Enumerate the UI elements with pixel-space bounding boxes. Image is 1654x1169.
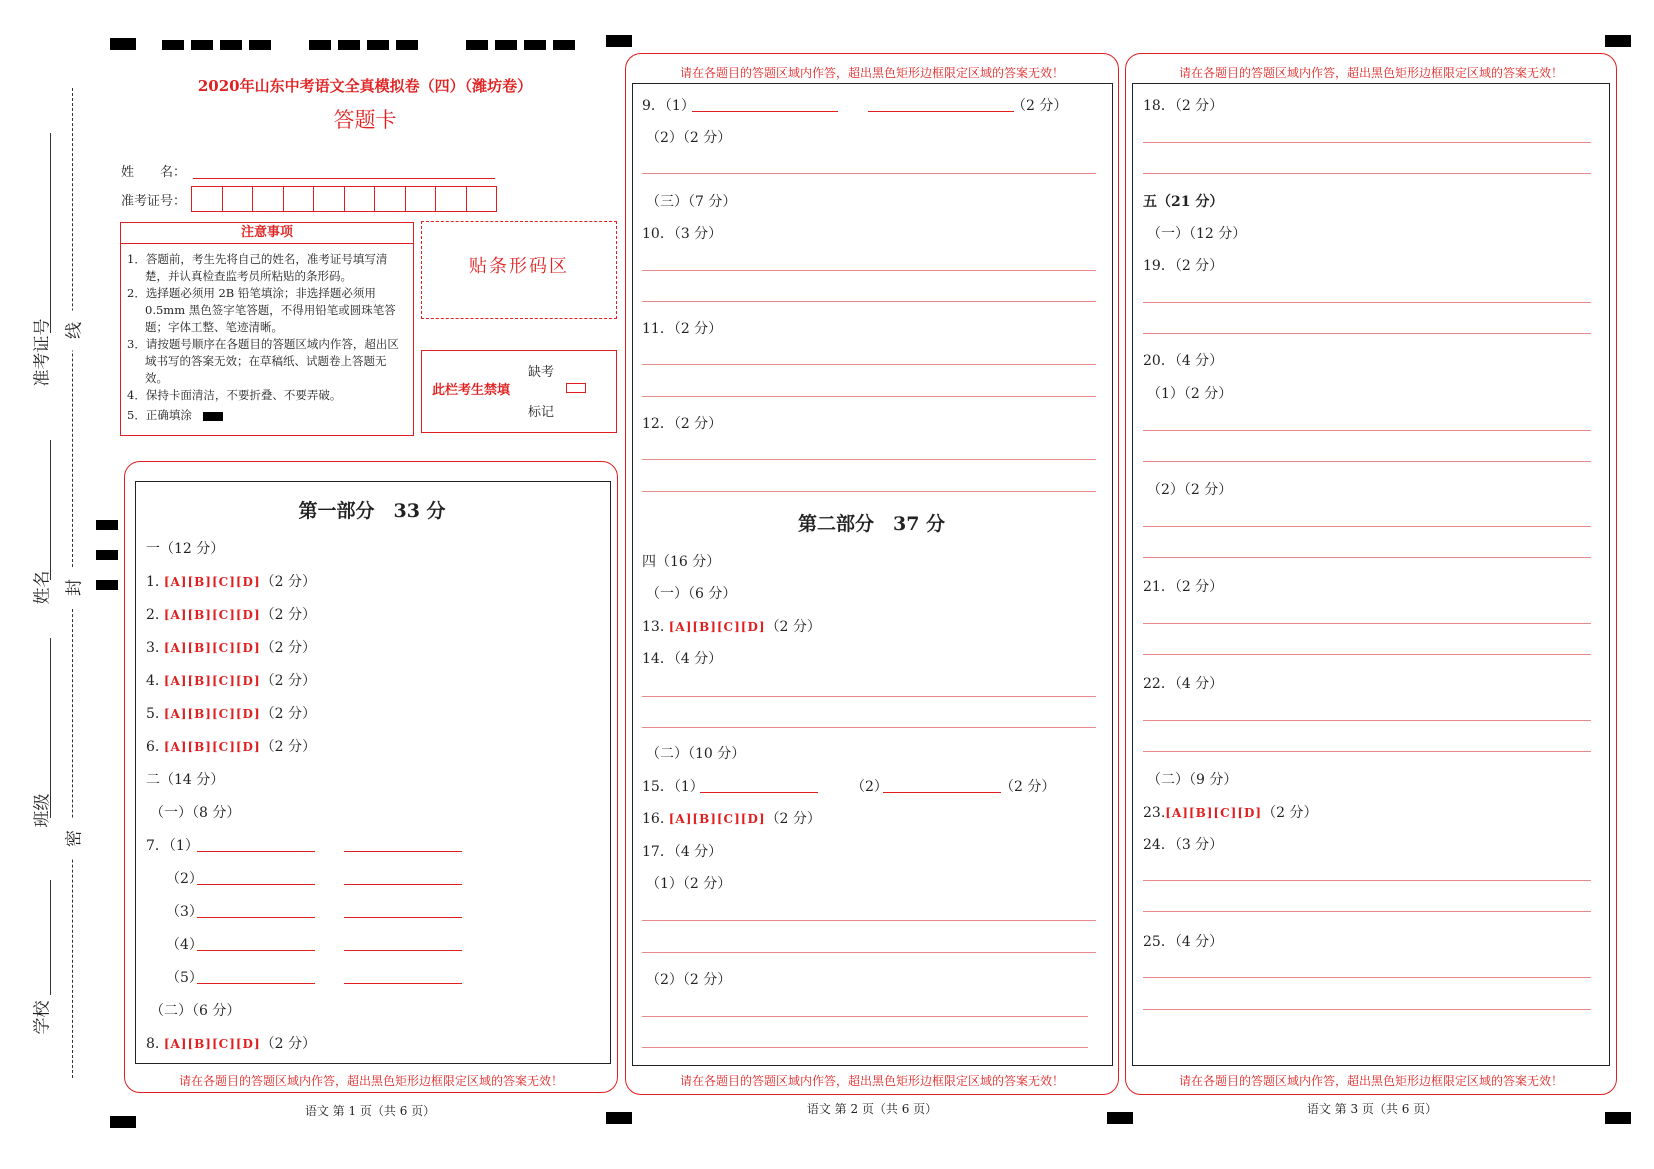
- mc-options: [A][B][C][D]: [163, 707, 261, 721]
- page3-warning-top: 请在各题目的答题区域内作答，超出黑色矩形边框限定区域的答案无效！: [1178, 66, 1563, 80]
- binding-school-label: 学校: [32, 1000, 53, 1035]
- answer-line[interactable]: [642, 301, 1096, 302]
- page3-subsection-1-heading: （一）（12 分）: [1147, 226, 1247, 242]
- notice-item: 1．答题前，考生先将自己的姓名，准考证号填写清楚，并认真检查监考员所粘贴的条形码。: [127, 252, 388, 283]
- answer-line[interactable]: [642, 952, 1096, 953]
- answer-line[interactable]: [1143, 173, 1591, 174]
- exam-title: 2020年山东中考语文全真模拟卷（四）（潍坊卷）: [197, 77, 533, 95]
- notice-box: [120, 222, 414, 436]
- mc-question-5[interactable]: 5. [A][B][C][D]（2 分）: [146, 706, 317, 722]
- q19-label: 19．（2 分）: [1143, 258, 1224, 274]
- name-field[interactable]: [193, 178, 495, 179]
- q9-part2-label: （2）（2 分）: [646, 130, 732, 146]
- answer-line[interactable]: [1143, 333, 1591, 334]
- mc-question-13[interactable]: 13. [A][B][C][D]（2 分）: [642, 619, 821, 635]
- q17-part2-label: （2）（2 分）: [646, 972, 732, 988]
- mc-options: [A][B][C][D]: [1165, 806, 1263, 820]
- answer-line[interactable]: [1143, 526, 1591, 527]
- mc-options: [A][B][C][D]: [163, 674, 261, 688]
- notice-item: 3．请按题号顺序在各题目的答题区域内作答，超出区域书写的答案无效；在草稿纸、试题卷上答题无效。: [127, 337, 399, 385]
- answer-line[interactable]: [642, 1016, 1088, 1017]
- q17-label: 17．（4 分）: [642, 844, 723, 860]
- answer-sheet-title: 答题卡: [333, 108, 397, 132]
- answer-line[interactable]: [642, 270, 1096, 271]
- q17-part1-label: （1）（2 分）: [646, 876, 732, 892]
- absent-mark-bottom: 标记: [528, 405, 555, 420]
- binding-class-label: 班级: [32, 793, 53, 828]
- mc-options: [A][B][C][D]: [668, 812, 766, 826]
- answer-line[interactable]: [642, 364, 1096, 365]
- mc-question-8[interactable]: 8. [A][B][C][D]（2 分）: [146, 1036, 317, 1052]
- answer-line[interactable]: [642, 396, 1096, 397]
- section5-heading: 五（21 分）: [1143, 194, 1224, 210]
- answer-line[interactable]: [1143, 751, 1591, 752]
- answer-line[interactable]: [1143, 720, 1591, 721]
- q21-label: 21．（2 分）: [1143, 579, 1224, 595]
- answer-line[interactable]: [1143, 623, 1591, 624]
- q7-part5-label: （5）: [166, 970, 203, 986]
- mc-options: [A][B][C][D]: [163, 1037, 261, 1051]
- answer-line[interactable]: [642, 173, 1096, 174]
- part2-title: 第二部分 37 分: [797, 513, 946, 535]
- answer-line[interactable]: [1143, 654, 1591, 655]
- q15-answer-line-1[interactable]: [700, 792, 818, 793]
- mc-question-16[interactable]: 16. [A][B][C][D]（2 分）: [642, 811, 821, 827]
- notice-item: 2．选择题必须用 2B 铅笔填涂；非选择题必须用 0.5mm 黑色签字笔答题，不得用铅笔或圆珠笔答题；字体工整、笔迹清晰。: [127, 286, 396, 334]
- answer-line[interactable]: [642, 920, 1096, 921]
- binding-line-label: 线: [60, 311, 85, 351]
- answer-line[interactable]: [1143, 142, 1591, 143]
- page2-subsection-1-heading: （一）（6 分）: [646, 586, 737, 602]
- q9-answer-line-2[interactable]: [868, 111, 1014, 112]
- q15-answer-line-2[interactable]: [883, 792, 1001, 793]
- mc-question-23[interactable]: 23.[A][B][C][D]（2 分）: [1143, 805, 1318, 821]
- barcode-area: [421, 221, 617, 319]
- answer-line[interactable]: [1143, 430, 1591, 431]
- mc-question-6[interactable]: 6. [A][B][C][D]（2 分）: [146, 739, 317, 755]
- barcode-label: 贴条形码区: [469, 256, 569, 277]
- q14-label: 14．（4 分）: [642, 651, 723, 667]
- mc-options: [A][B][C][D]: [668, 620, 766, 634]
- subsection-2-heading: （二）（6 分）: [150, 1003, 241, 1019]
- mc-options: [A][B][C][D]: [163, 575, 261, 589]
- q25-label: 25．（4 分）: [1143, 934, 1224, 950]
- page1-footer: 语文 第 1 页（共 6 页）: [304, 1104, 436, 1118]
- absent-box: [421, 350, 617, 433]
- subsection-1-heading: （一）（8 分）: [150, 805, 241, 821]
- answer-line[interactable]: [642, 696, 1096, 697]
- answer-line[interactable]: [1143, 557, 1591, 558]
- q15-part2-label: （2）: [851, 779, 888, 795]
- mc-question-1[interactable]: 1. [A][B][C][D]（2 分）: [146, 574, 317, 590]
- mc-question-2[interactable]: 2. [A][B][C][D]（2 分）: [146, 607, 317, 623]
- binding-seal-label: 封: [60, 568, 85, 608]
- mc-options: [A][B][C][D]: [163, 608, 261, 622]
- section1-heading: 一（12 分）: [146, 541, 225, 557]
- page3-footer: 语文 第 3 页（共 6 页）: [1306, 1102, 1438, 1116]
- mc-options: [A][B][C][D]: [163, 641, 261, 655]
- absent-mark-checkbox[interactable]: [566, 383, 586, 393]
- q20-label: 20．（4 分）: [1143, 353, 1224, 369]
- notice-item: 5．正确填涂: [127, 407, 405, 424]
- answer-line[interactable]: [642, 491, 1096, 492]
- q18-label: 18．（2 分）: [1143, 98, 1224, 114]
- notice-list: [127, 251, 405, 424]
- answer-line[interactable]: [1143, 1009, 1591, 1010]
- q10-label: 10．（3 分）: [642, 226, 723, 242]
- page1-warning: 请在各题目的答题区域内作答，超出黑色矩形边框限定区域的答案无效！: [178, 1074, 563, 1088]
- part1-title: 第一部分 33 分: [298, 500, 446, 522]
- q11-label: 11．（2 分）: [642, 321, 723, 337]
- q7-part3-label: （3）: [166, 904, 203, 920]
- filled-sample-mark: [203, 412, 223, 421]
- q22-label: 22．（4 分）: [1143, 676, 1224, 692]
- answer-line[interactable]: [1143, 911, 1591, 912]
- answer-line[interactable]: [1143, 880, 1591, 881]
- q9-label: 9．（1）: [642, 98, 695, 114]
- absent-label: 此栏考生禁填: [432, 383, 511, 398]
- section2-heading: 二（14 分）: [146, 772, 225, 788]
- mc-question-4[interactable]: 4. [A][B][C][D]（2 分）: [146, 673, 317, 689]
- q24-label: 24．（3 分）: [1143, 837, 1224, 853]
- section4-heading: 四（16 分）: [642, 554, 721, 570]
- exam-id-label: 准考证号：: [121, 194, 187, 209]
- answer-line[interactable]: [642, 1047, 1088, 1048]
- q7-part4-label: （4）: [166, 937, 203, 953]
- section3-heading: （三）（7 分）: [646, 194, 737, 210]
- mc-question-3[interactable]: 3. [A][B][C][D]（2 分）: [146, 640, 317, 656]
- q20-part2-label: （2）（2 分）: [1147, 482, 1233, 498]
- q15-part1-label: 15．（1）: [642, 779, 704, 795]
- exam-id-boxes[interactable]: [191, 186, 497, 212]
- answer-line[interactable]: [1143, 302, 1591, 303]
- name-label: 姓 名：: [121, 165, 187, 180]
- page3-subsection-2-heading: （二）（9 分）: [1147, 772, 1238, 788]
- binding-name-label: 姓名: [32, 570, 53, 605]
- q7-part2-label: （2）: [166, 871, 203, 887]
- answer-line[interactable]: [642, 459, 1096, 460]
- binding-exam-id-label: 准考证号: [32, 318, 53, 387]
- page2-subsection-2-heading: （二）（10 分）: [646, 746, 746, 762]
- q9-points: （2 分）: [1012, 98, 1068, 114]
- q20-part1-label: （1）（2 分）: [1147, 386, 1233, 402]
- binding-secret-label: 密: [60, 819, 85, 859]
- page3-warning-bottom: 请在各题目的答题区域内作答，超出黑色矩形边框限定区域的答案无效！: [1178, 1074, 1563, 1088]
- q15-points: （2 分）: [1000, 779, 1056, 795]
- page2-footer: 语文 第 2 页（共 6 页）: [806, 1102, 938, 1116]
- page2-warning-top: 请在各题目的答题区域内作答，超出黑色矩形边框限定区域的答案无效！: [679, 66, 1064, 80]
- page2-warning-bottom: 请在各题目的答题区域内作答，超出黑色矩形边框限定区域的答案无效！: [679, 1074, 1064, 1088]
- absent-mark-top: 缺考: [528, 365, 555, 380]
- q9-answer-line-1[interactable]: [692, 111, 838, 112]
- answer-line[interactable]: [1143, 977, 1591, 978]
- answer-line[interactable]: [1143, 461, 1591, 462]
- q12-label: 12．（2 分）: [642, 416, 723, 432]
- notice-title: 注意事项: [121, 223, 413, 244]
- notice-item: 4．保持卡面清洁，不要折叠、不要弄破。: [127, 388, 342, 402]
- q7-part1-label: 7．（1）: [146, 838, 199, 854]
- answer-line[interactable]: [642, 727, 1096, 728]
- mc-options: [A][B][C][D]: [163, 740, 261, 754]
